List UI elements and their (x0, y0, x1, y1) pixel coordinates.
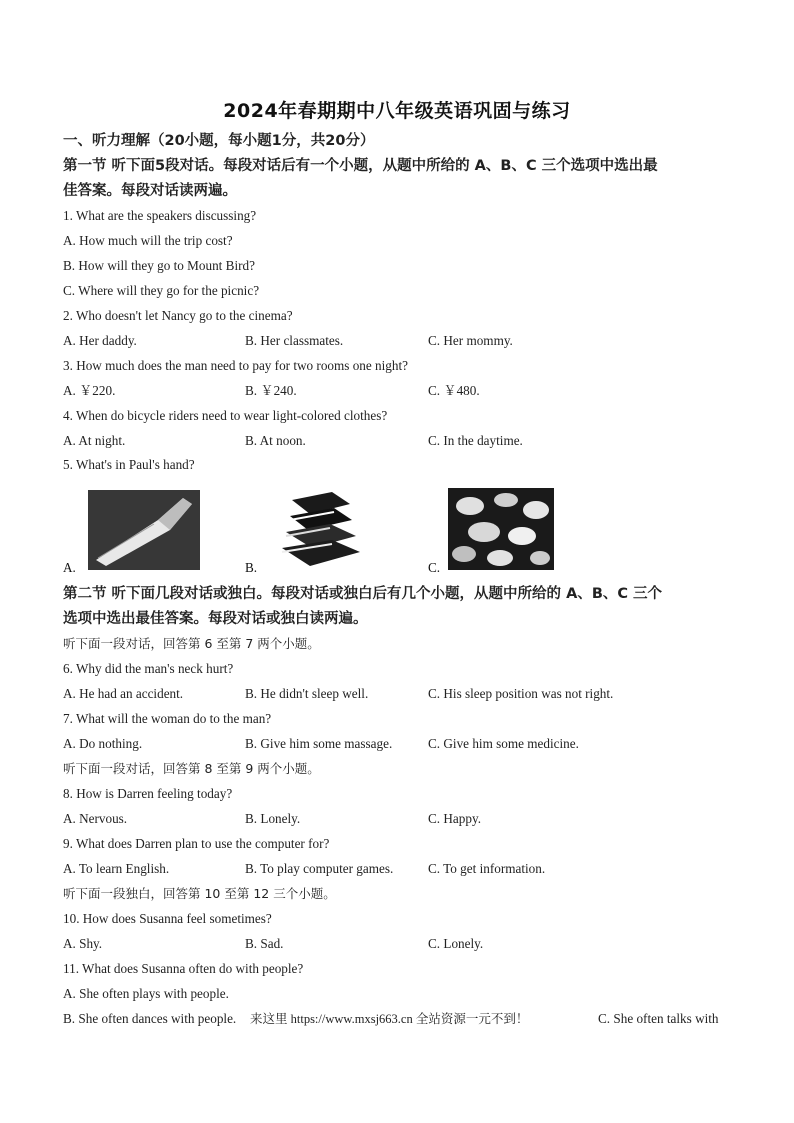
question-3-option-b: B. ￥240. (245, 383, 297, 398)
pile-photo-icon (448, 488, 554, 570)
question-5-stem: 5. What's in Paul's hand? (63, 457, 195, 472)
question-10-option-b: B. Sad. (245, 936, 284, 951)
question-11-stem: 11. What does Susanna often do with people? (63, 961, 304, 976)
question-11-option-c: C. She often talks with (598, 1011, 719, 1026)
question-8-option-a: A. Nervous. (63, 811, 128, 826)
question-11-option-b: B. She often dances with people. (63, 1011, 237, 1026)
question-9-option-b: B. To play computer games. (245, 861, 394, 876)
question-7-option-c: C. Give him some medicine. (428, 736, 579, 751)
section2-instruction-line2: 选项中选出最佳答案。每段对话或独白读两遍。 (63, 611, 368, 627)
question-2-option-a: A. Her daddy. (63, 333, 137, 348)
question-6-option-c: C. His sleep position was not right. (428, 686, 614, 701)
question-2-option-c: C. Her mommy. (428, 333, 513, 348)
question-4-option-b: B. At noon. (245, 433, 306, 448)
instruction-8-9: 听下面一段对话，回答第 8 至第 9 两个小题。 (63, 761, 320, 776)
question-10-stem: 10. How does Susanna feel sometimes? (63, 911, 272, 926)
question-3-option-a: A. ￥220. (63, 383, 116, 398)
question-11-option-a: A. She often plays with people. (63, 986, 229, 1001)
question-1-stem: 1. What are the speakers discussing? (63, 208, 257, 223)
question-7-stem: 7. What will the woman do to the man? (63, 711, 272, 726)
question-3-option-c: C. ￥480. (428, 383, 480, 398)
instruction-6-7: 听下面一段对话，回答第 6 至第 7 两个小题。 (63, 636, 320, 651)
question-5-option-c: C. (428, 560, 441, 575)
question-1-option-a: A. How much will the trip cost? (63, 233, 233, 248)
section1-instruction-line1: 第一节 听下面5段对话。每段对话后有一个小题，从题中所给的 A、B、C 三个选项中选出最 (63, 158, 658, 174)
question-8-stem: 8. How is Darren feeling today? (63, 786, 233, 801)
question-1-option-b: B. How will they go to Mount Bird? (63, 258, 255, 273)
question-9-stem: 9. What does Darren plan to use the computer for? (63, 836, 330, 851)
question-4-option-c: C. In the daytime. (428, 433, 523, 448)
question-7-option-a: A. Do nothing. (63, 736, 143, 751)
question-5-option-a: A. (63, 560, 76, 575)
question-4-option-a: A. At night. (63, 433, 126, 448)
books-photo-icon (272, 490, 368, 570)
question-3-stem: 3. How much does the man need to pay for two rooms one night? (63, 358, 408, 373)
page-title: 2024年春期期中八年级英语巩固与练习 (223, 100, 571, 122)
section2-instruction-line1: 第二节 听下面几段对话或独白。每段对话或独白后有几个小题，从题中所给的 A、B、C 三个 (63, 586, 663, 602)
question-6-stem: 6. Why did the man's neck hurt? (63, 661, 234, 676)
section1-instruction-line2: 佳答案。每段对话读两遍。 (63, 183, 237, 199)
question-2-option-b: B. Her classmates. (245, 333, 344, 348)
question-9-option-c: C. To get information. (428, 861, 546, 876)
knife-photo-icon (88, 490, 200, 570)
promo-text: 来这里 https://www.mxsj663.cn 全站资源一元不到！ (250, 1012, 529, 1026)
question-7-option-b: B. Give him some massage. (245, 736, 393, 751)
question-8-option-c: C. Happy. (428, 811, 481, 826)
question-4-stem: 4. When do bicycle riders need to wear light-colored clothes? (63, 408, 388, 423)
instruction-10-12: 听下面一段独白，回答第 10 至第 12 三个小题。 (63, 886, 336, 901)
question-8-option-b: B. Lonely. (245, 811, 301, 826)
question-9-option-a: A. To learn English. (63, 861, 170, 876)
part1-heading: 一、听力理解（20小题，每小题1分，共20分） (63, 133, 375, 149)
question-6-option-b: B. He didn't sleep well. (245, 686, 369, 701)
question-1-option-c: C. Where will they go for the picnic? (63, 283, 260, 298)
question-10-option-a: A. Shy. (63, 936, 103, 951)
question-10-option-c: C. Lonely. (428, 936, 484, 951)
question-6-option-a: A. He had an accident. (63, 686, 184, 701)
question-5-option-b: B. (245, 560, 258, 575)
question-2-stem: 2. Who doesn't let Nancy go to the cinema? (63, 308, 293, 323)
